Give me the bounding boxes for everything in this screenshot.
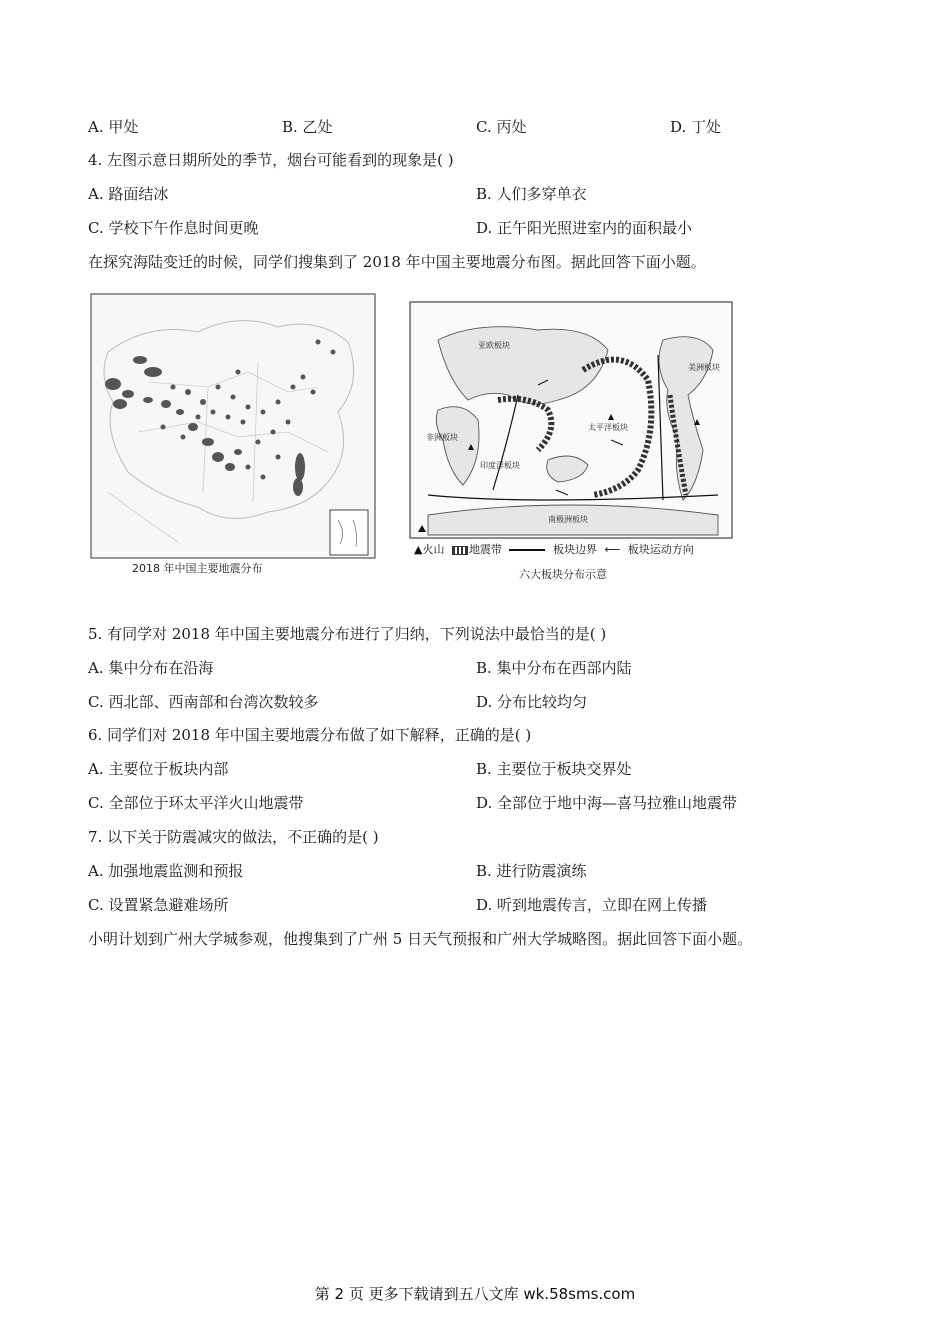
china-map-svg [88,292,378,582]
question-7-stem: 7. 以下关于防震减灾的做法，不正确的是( ) [88,828,379,846]
q3-option-b: B. 乙处 [282,118,333,136]
q5-option-a: A. 集中分布在沿海 [88,659,214,677]
legend-arrow-icon: ⟵ [604,543,621,556]
q7-option-c: C. 设置紧急避难场所 [88,896,229,914]
q4-option-d: D. 正午阳光照进室内的面积最小 [476,219,693,237]
q6-option-d: D. 全部位于地中海—喜马拉雅山地震带 [476,794,738,812]
legend-volcano: ▲火山 [414,543,445,556]
plates-map-caption: 六大板块分布示意 [519,568,607,581]
legend-quake-belt-swatch [452,546,468,555]
label-african-plate: 非洲板块 [426,433,458,442]
q7-option-b: B. 进行防震演练 [476,862,587,880]
page-footer: 第 2 页 更多下载请到五八文库 wk.58sms.com [314,1285,636,1303]
intro-paragraph-2: 小明计划到广州大学城参观，他搜集到了广州 5 日天气预报和广州大学城略图。据此回答下面小题。 [88,930,753,948]
q5-option-b: B. 集中分布在西部内陆 [476,659,632,677]
q6-option-a: A. 主要位于板块内部 [88,760,229,778]
legend-boundary: 板块边界 [552,543,597,556]
q4-option-a: A. 路面结冰 [88,185,169,203]
q3-option-a: A. 甲处 [88,118,139,136]
q4-option-c: C. 学校下午作息时间更晚 [88,219,259,237]
label-pacific-plate: 太平洋板块 [588,423,628,432]
q5-option-c: C. 西北部、西南部和台湾次数较多 [88,693,319,711]
q6-option-c: C. 全部位于环太平洋火山地震带 [88,794,304,812]
intro-paragraph-1: 在探究海陆变迁的时候，同学们搜集到了 2018 年中国主要地震分布图。据此回答下面小题。 [88,253,706,271]
plates-legend [414,541,698,557]
question-5-stem: 5. 有同学对 2018 年中国主要地震分布进行了归纳，下列说法中最恰当的是( ) [88,625,607,643]
label-american-plate: 美洲板块 [688,363,720,372]
china-map-caption: 2018 年中国主要地震分布 [132,562,263,575]
question-4-stem: 4. 左图示意日期所处的季节，烟台可能看到的现象是( ) [88,151,454,169]
q7-option-d: D. 听到地震传言，立即在网上传播 [476,896,708,914]
q3-option-d: D. 丁处 [670,118,722,136]
q3-option-c: C. 丙处 [476,118,527,136]
legend-direction: 板块运动方向 [627,543,694,556]
legend-boundary-swatch [509,549,545,551]
question-6-stem: 6. 同学们对 2018 年中国主要地震分布做了如下解释，正确的是( ) [88,726,532,744]
q5-option-d: D. 分布比较均匀 [476,693,588,711]
q6-option-b: B. 主要位于板块交界处 [476,760,632,778]
china-earthquake-map [88,292,378,582]
plates-map [408,300,734,540]
label-indian-plate: 印度洋板块 [480,461,520,470]
plates-map-svg [408,300,734,540]
q4-option-b: B. 人们多穿单衣 [476,185,587,203]
label-eurasian-plate: 亚欧板块 [478,341,510,350]
label-antarctic-plate: 南极洲板块 [548,515,588,524]
legend-quake-belt: 地震带 [468,543,502,556]
q7-option-a: A. 加强地震监测和预报 [88,862,244,880]
